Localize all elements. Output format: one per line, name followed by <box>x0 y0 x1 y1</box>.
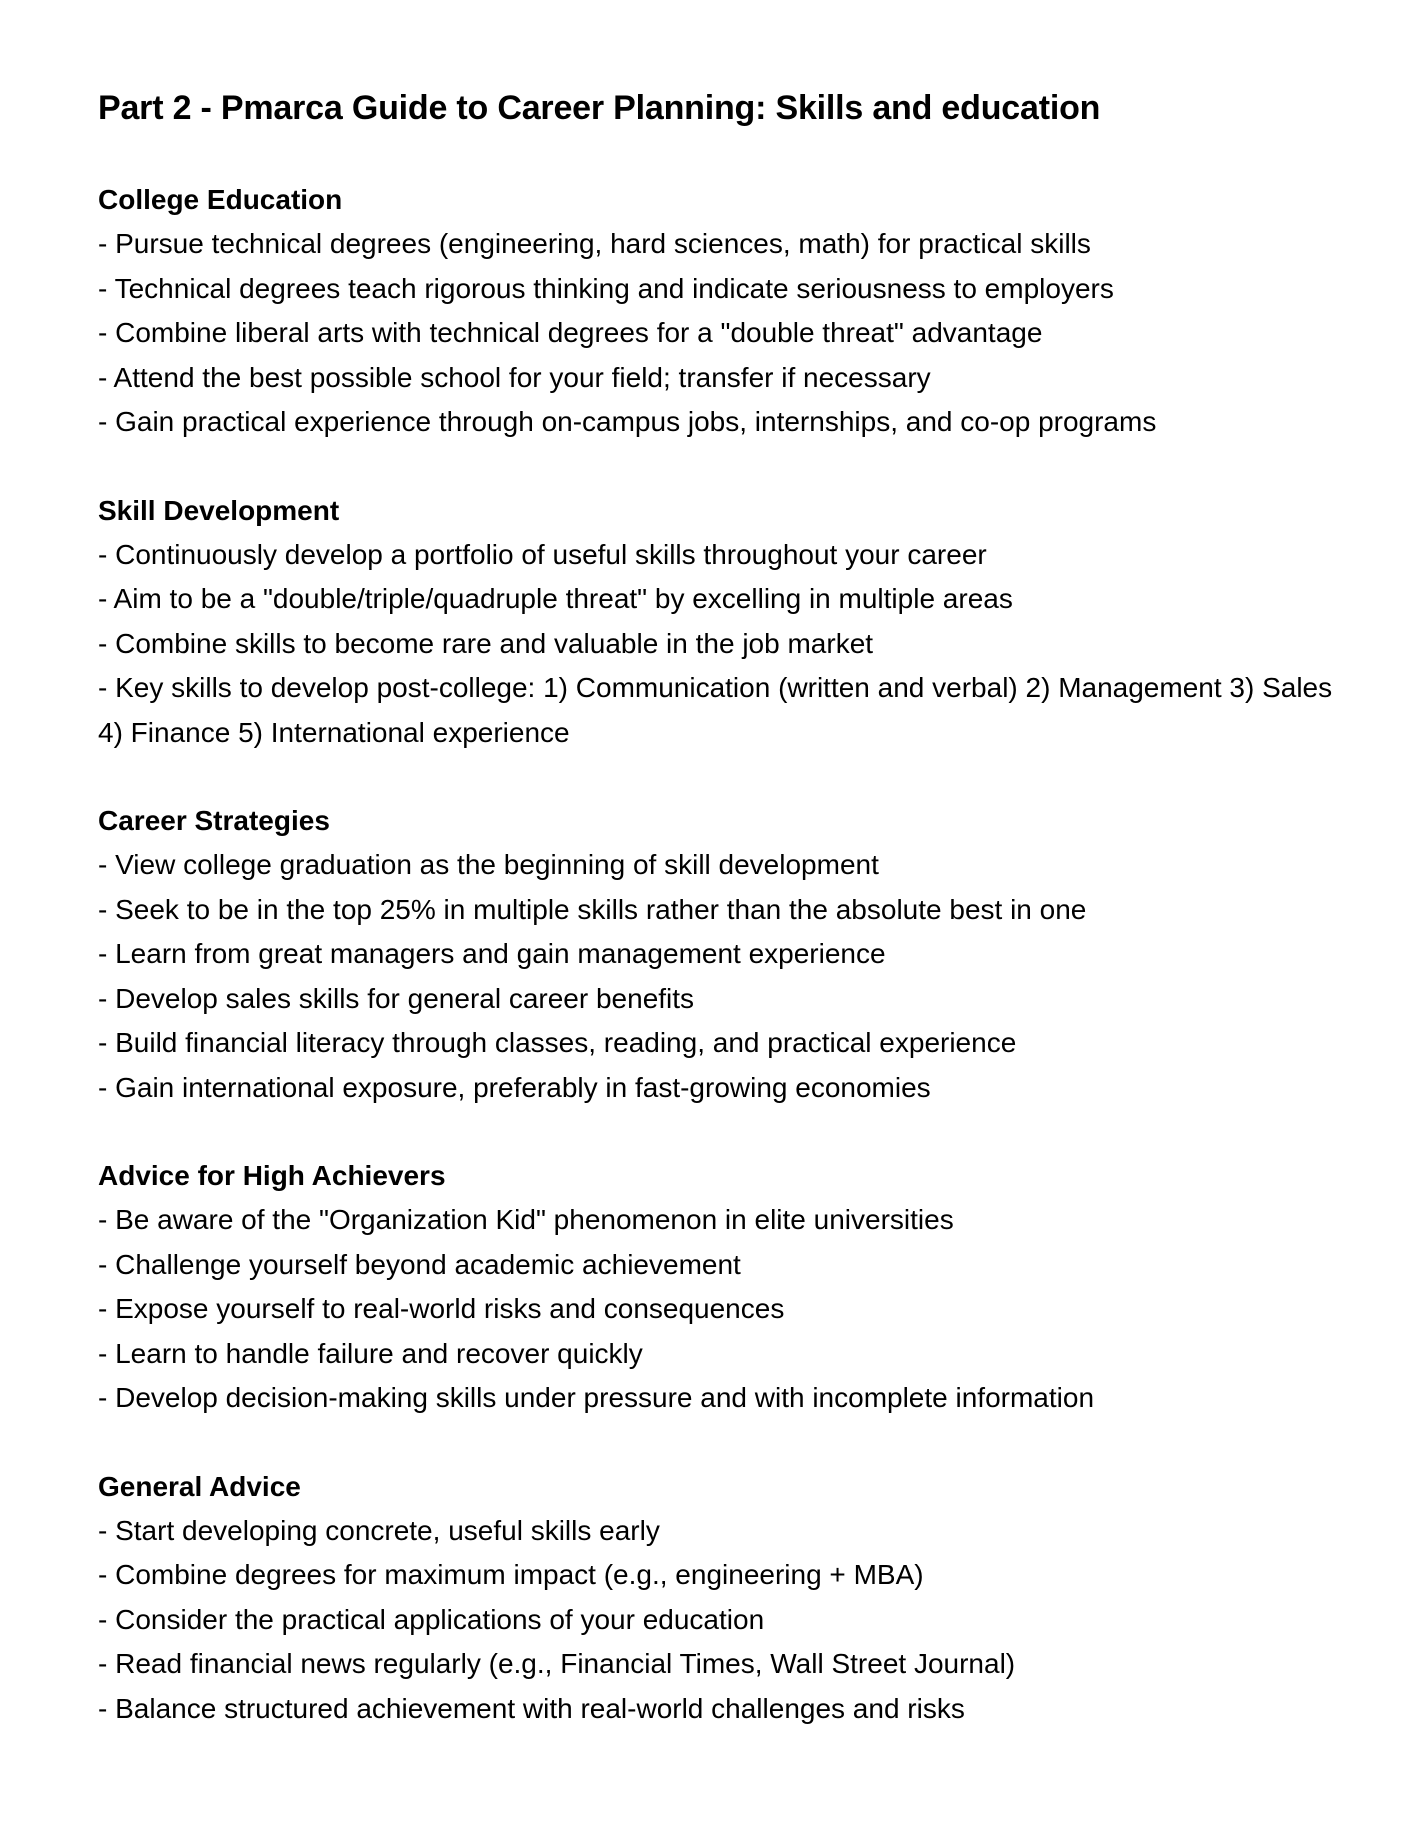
section-heading: Advice for High Achievers <box>98 1160 446 1191</box>
list-item: - Start developing concrete, useful skills early <box>98 1514 660 1546</box>
list-item: - Gain practical experience through on-campus jobs, internships, and co-op programs <box>98 406 1157 437</box>
list-item: - Pursue technical degrees (engineering, hard sciences, math) for practical skills <box>98 228 1091 259</box>
list-item: - Be aware of the "Organization Kid" phenomenon in elite universities <box>98 1204 954 1235</box>
list-item: - Gain international exposure, preferably in fast-growing economies <box>98 1071 931 1103</box>
list-item: - Combine skills to become rare and valuable in the job market <box>98 627 874 659</box>
bullet-list <box>98 533 1338 756</box>
list-item: - Expose yourself to real-world risks and consequences <box>98 1293 785 1324</box>
list-item: - Consider the practical applications of your education <box>98 1603 765 1635</box>
list-item: - Continuously develop a portfolio of useful skills throughout your career <box>98 538 987 570</box>
section-heading: General Advice <box>98 1470 301 1502</box>
list-item: - Learn from great managers and gain management experience <box>98 938 886 969</box>
bullet-list <box>98 1509 1338 1732</box>
document-title: Part 2 - Pmarca Guide to Career Planning: Skills and education <box>98 89 1101 127</box>
section-heading: Skill Development <box>98 494 340 526</box>
bullet-list <box>98 1198 1338 1421</box>
list-item: - Technical degrees teach rigorous thinking and indicate seriousness to employers <box>98 272 1114 304</box>
section-heading: Career Strategies <box>98 805 330 836</box>
list-item: - Aim to be a "double/triple/quadruple threat" by excelling in multiple areas <box>98 583 1013 614</box>
section-advice-for-high-achievers <box>98 1154 1338 1421</box>
section-college-education <box>98 178 1338 445</box>
list-item: - Seek to be in the top 25% in multiple skills rather than the absolute best in one <box>98 893 1087 925</box>
list-item: - Read financial news regularly (e.g., Financial Times, Wall Street Journal) <box>98 1648 1016 1679</box>
document-page <box>98 86 1338 1775</box>
section-skill-development <box>98 489 1338 756</box>
list-item: - Combine liberal arts with technical degrees for a "double threat" advantage <box>98 317 1043 348</box>
list-item: - Balance structured achievement with real-world challenges and risks <box>98 1692 965 1724</box>
list-item: - Combine degrees for maximum impact (e.g., engineering + MBA) <box>98 1559 924 1590</box>
list-item: - Build financial literacy through classes, reading, and practical experience <box>98 1027 1017 1058</box>
section-heading: College Education <box>98 184 343 215</box>
section-career-strategies <box>98 799 1338 1110</box>
list-item: - View college graduation as the beginning of skill development <box>98 849 879 880</box>
bullet-list <box>98 222 1338 445</box>
bullet-list <box>98 843 1338 1110</box>
list-item: - Learn to handle failure and recover quickly <box>98 1337 643 1369</box>
section-general-advice <box>98 1465 1338 1732</box>
list-item: - Develop sales skills for general career benefits <box>98 982 695 1014</box>
list-item: - Challenge yourself beyond academic achievement <box>98 1248 741 1280</box>
list-item: - Attend the best possible school for your field; transfer if necessary <box>98 361 931 393</box>
list-item: - Key skills to develop post-college: 1) Communication (written and verbal) 2) Management 3) Sales 4) Finance 5) International experience <box>98 672 1333 748</box>
list-item: - Develop decision-making skills under pressure and with incomplete information <box>98 1382 1095 1413</box>
